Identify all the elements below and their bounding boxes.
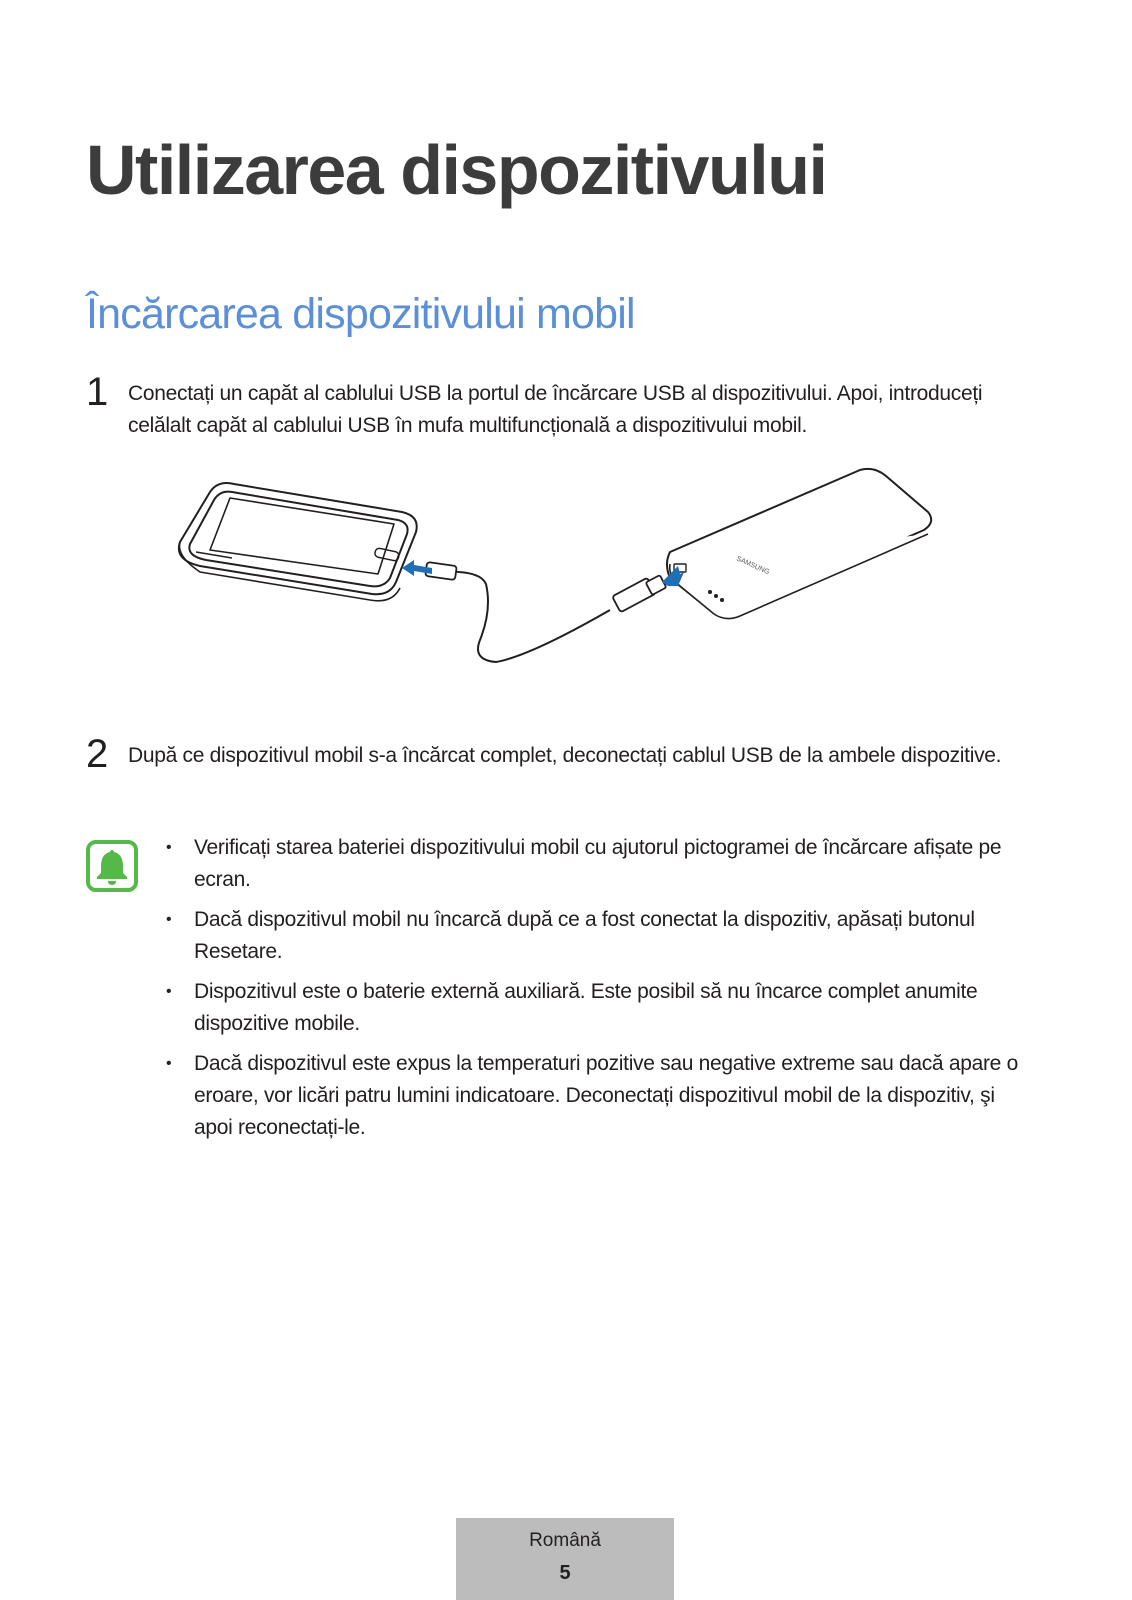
bell-icon [90,844,134,888]
note-text: Verificați starea bateriei dispozitivului mobil cu ajutorul pictogramei de încărcare afișate pe ecran. [194,836,1002,891]
bullet: • [166,983,172,1000]
usb-cable [442,572,610,662]
note-text: Dispozitivul este o baterie externă auxiliară. Este posibil să nu încarce complet anumite dispozitive mobile. [194,980,978,1035]
note-item [166,904,1036,968]
note-item [166,1048,1036,1144]
charging-illustration [170,460,960,690]
page-title: Utilizarea dispozitivului [86,131,827,209]
step-text: Conectați un capăt al cablului USB la portul de încărcare USB al dispozitivului. Apoi, introduceți celălalt capăt al cablului USB în mufa multifuncțională a dispozitivului mobil. [128,382,983,437]
brand-text: SAMSUNG [735,555,771,577]
note-list [166,832,1036,1152]
note-item [166,976,1036,1040]
section-title: Încărcarea dispozitivului mobil [86,290,635,338]
note-item [166,832,1036,896]
page-number: 5 [559,1562,571,1584]
step-text: După ce dispozitivul mobil s-a încărcat complet, deconectați cablul USB de la ambele dispozitive. [128,744,1002,767]
bullet: • [166,839,172,856]
note-icon-frame [86,840,138,892]
smartphone-illustration [179,483,417,601]
footer-language: Română [529,1530,601,1551]
bullet: • [166,1055,172,1072]
page-footer [456,1518,674,1600]
usb-a-plug [612,575,666,612]
note-text: Dacă dispozitivul este expus la temperaturi pozitive sau negative extreme sau dacă apare o eroare, vor licări patru lumini indicatoare. Deconectați dispozitivul mobil de la dispozitiv, şi apoi reconectați-le. [194,1052,1018,1139]
powerbank-illustration [667,469,931,619]
bullet: • [166,911,172,928]
note-text: Dacă dispozitivul mobil nu încarcă după ce a fost conectat la dispozitiv, apăsați butonul Resetare. [194,908,975,963]
step-number: 1 [86,370,109,414]
step-number: 2 [86,732,109,776]
